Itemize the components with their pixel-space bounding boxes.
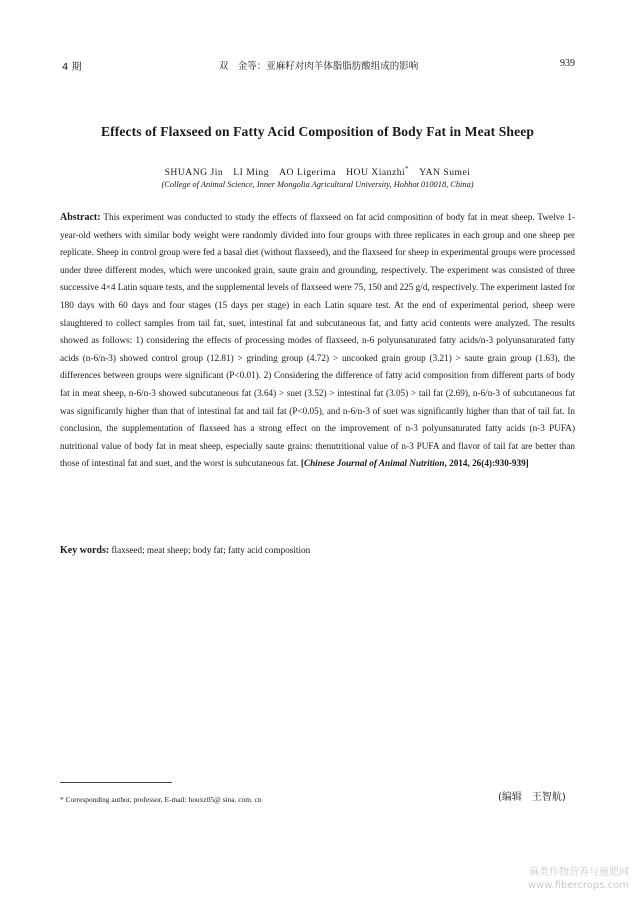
authors-suffix: YAN Sumei bbox=[419, 167, 471, 178]
running-title: 双 金等：亚麻籽对肉羊体脂脂肪酸组成的影响 bbox=[218, 61, 419, 72]
keywords bbox=[60, 545, 575, 556]
footnote: * Corresponding author, professor, E-mail: houxz05@ sina. com. cn bbox=[60, 795, 262, 804]
affiliation: (College of Animal Science, Inner Mongolia Agricultural University, Hohhot 010018, China) bbox=[161, 180, 474, 189]
citation-open: [ bbox=[300, 458, 304, 469]
author-list bbox=[40, 164, 595, 178]
page-number: 939 bbox=[560, 58, 575, 69]
footnote-divider bbox=[60, 782, 172, 783]
abstract-label: Abstract: bbox=[60, 212, 101, 223]
authors-text: SHUANG Jin LI Ming AO Ligerima HOU Xianzhi bbox=[164, 167, 406, 178]
running-header bbox=[62, 58, 575, 72]
editor-note: (编辑 王智航) bbox=[498, 792, 566, 803]
citation bbox=[301, 458, 529, 468]
issue-number: 4 期 bbox=[62, 62, 82, 73]
watermark bbox=[528, 866, 629, 892]
watermark-line2: www.fibercrops.com bbox=[527, 880, 629, 891]
keywords-text: flaxseed; meat sheep; body fat; fatty acid composition bbox=[111, 545, 311, 555]
article-title: Effects of Flaxseed on Fatty Acid Composition of Body Fat in Meat Sheep bbox=[100, 124, 534, 139]
citation-detail: , 2014, 26(4):930-939 bbox=[444, 458, 526, 469]
corresponding-mark: * bbox=[405, 164, 410, 173]
watermark-line1: 麻类作物营养与施肥网 bbox=[529, 867, 629, 878]
keywords-label: Key words: bbox=[60, 545, 110, 556]
citation-journal: Chinese Journal of Animal Nutrition bbox=[303, 458, 445, 469]
abstract bbox=[60, 209, 575, 473]
abstract-text: This experiment was conducted to study the effects of flaxseed on fat acid composition of body fat in meat sheep. Twelve 1-year-old wethers with similar body weight were randomly divided into four groups with three replicates in each group and one sheep per replicate. Sheep in control group were fed a basal diet (without flaxseed), and the flaxseed for sheep in experimental groups were processed under three different modes, which were uncooked grain, saute grain and grounding, respectively. The experiment was consisted of three successive 4×4 Latin square tests, and the supplemental levels of flaxseed were 75, 150 and 225 g/d, respectively. The experiment lasted for 180 days with 60 days and four stages (15 days per stage) in each Latin square test. At the end of experimental period, sheep were slaughtered to collect samples from tail fat, suet, intestinal fat and subcutaneous fat, and fatty acid contents were analyzed. The results showed as follows: 1) considering the effects of processing modes of flaxseed, n-6 polyunsaturated fatty acids/n-3 polyunsaturated fatty acids (n-6/n-3) showed control group (12.81) > grinding group (4.72) > uncooked grain group (3.21) > saute grain group (1.63), the differences between groups were significant (P<0.01). 2) Considering the difference of fatty acid composition from different parts of body fat in meat sheep, n-6/n-3 showed subcutaneous fat (3.64) > suet (3.52) > intestinal fat (3.05) > tail fat (2.69), n-6/n-3 of subcutaneous fat was significantly higher than that of intestinal fat and tail fat (P<0.05), and n-6/n-3 of suet was significantly higher than that of tail fat. In conclusion, the supplementation of flaxseed has a strong effect on the improvement of n-3 polyunsaturated fatty acids (n-3 PUFA) nutritional value of body fat in meat sheep, especially saute grains: thenutritional value of n-3 PUFA and flavor of tail fat are better than those of intestinal fat and suet, and the worst is subcutaneous fat. bbox=[60, 212, 575, 469]
citation-close: ] bbox=[525, 458, 529, 469]
